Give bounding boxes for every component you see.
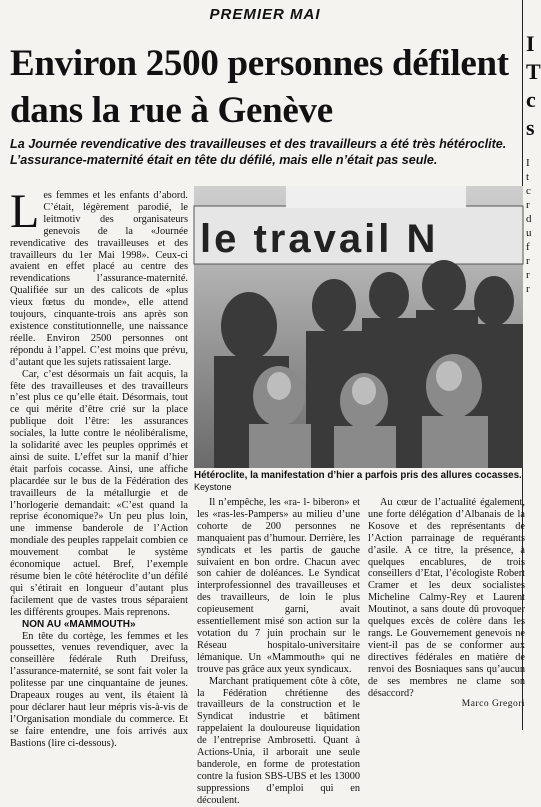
sidebar-letter: I [526, 31, 535, 56]
banner-text: le travail N [200, 217, 439, 261]
sidebar-letter: f [526, 241, 530, 253]
drop-cap: L [10, 185, 40, 238]
sidebar-letter: I [526, 157, 530, 169]
caption-text: Hétéroclite, la manifestation d’hier a parfois pris des allures cocasses. [194, 470, 522, 481]
article-column-3 [368, 497, 525, 711]
paragraph: Car, c’est désormais un fait acquis, la fête des travailleuses et des travailleurs n’est plus ce qu’elle était. Désormais, tout ce qui mérite d’être crié sur la place publique doit l’être: les assurances sociales, la lutte contre le néolibéralisme, la solidarité avec les peuples opprimés et ainsi de suite. L’effet sur la manif d’hier était parfois cocasse. Ainsi, une affiche placardée sur le bus de la Fédération des travailleurs de la métallurgie et de l’horlogerie demandait: «C’est quand la reprise économique?» Un peu plus loin, une immense banderole de l’Action mondiale des peuples rappelait combien ce mouvement combat le système économique actuel. Bref, l’exemple résume bien le côté hétéroclite d’un défilé qui s’étirait en longueur d’autant plus facilement que de vastes trous séparaient les différents groupes. Mais reprenons. [10, 368, 188, 618]
paragraph: En tête du cortège, les femmes et les poussettes, venues revendiquer, avec la conseillère fédérale Ruth Dreifuss, l’assurance-maternité, se sont fait voler la politesse par une cinquantaine de jeunes. Drapeaux rouges au vent, ils étaient là pour déclarer haut leur mépris vis-à-vis de l’Organisation mondiale du commerce. Et se faire entendre, une fois arrivés aux Bastions (lire ci-dessous). [10, 630, 188, 749]
section-kicker: PREMIER MAI [209, 6, 321, 23]
sidebar-letter: c [526, 87, 536, 112]
sidebar-letter: r [526, 269, 530, 281]
paragraph-text: es femmes et les enfants d’abord. C’était, légèrement parodié, le leitmotiv des organisateurs genevois de la «Journée revendicative des travailleuses et des travailleurs du 1er Mai 1998». Ceux-ci avaient en effet placé au centre des revendications l’assurance-maternité. Qualifiée sur un des calicots de «plus vieux fœtus du monde», elle attend toujours, cinquante-trois ans après son existence constitutionnelle, une naissance réelle. Environ 2500 personnes ont répondu à l’appel. C’est moins que prévu, d’autant que les sujets ratissaient large. [10, 190, 188, 368]
photo-credit: Keystone [194, 481, 232, 492]
crowd-photo-graphic [194, 186, 523, 468]
sidebar-letter: u [526, 227, 532, 239]
sidebar-letter: r [526, 283, 530, 295]
author-signature: Marco Gregori [461, 699, 525, 710]
sidebar-letter: t [526, 171, 530, 183]
photo-caption [194, 470, 525, 493]
paragraph: Marchant pratiquement côte à côte, la Fédération chrétienne des travailleurs de la construction et le Syndicat industrie et bâtiment rappelaient la douloureuse liquidation de l’entreprise Ambrosetti. Quant à Actions-Unia, il arborait une seule banderole, en forme de protestation contre la fusion SBS-UBS et les 13000 suppressions d’emploi qui en découlent. [197, 675, 360, 806]
sidebar-letter: r [526, 255, 530, 267]
sidebar-letter: d [526, 213, 532, 225]
paragraph: Au cœur de l’actualité également, une forte délégation d’Albanais de la Kosove et des représentants de l’Action parrainage de requérants d’asile. A ce titre, la présence, à quelques encablures, de trois conseillers d’Etat, l’écologiste Robert Cramer et les deux socialistes Micheline Calmy-Rey et Laurent Moutinot, a sans doute dû provoquer quelques excès de colère dans les rangs. Le Gouvernement genevois ne vient-il pas de se conformer aux directives fédérales en matière de renvoi des Bosniaques sans qu’aucun de ses membres ne clame son désaccord? [368, 497, 525, 699]
article-photo [194, 186, 523, 468]
lead-paragraph [10, 185, 188, 369]
sidebar-letter: r [526, 199, 530, 211]
sidebar-letter: T [526, 59, 541, 84]
article-column-2 [197, 497, 360, 807]
article-subhead: NON AU «MAMMOUTH» [22, 618, 136, 630]
article-column-1 [10, 185, 188, 750]
sidebar-letter: c [526, 185, 531, 197]
article-headline: Environ 2500 personnes défilent dans la rue à Genève [10, 43, 509, 131]
paragraph: Il n’empêche, les «ra- l- biberon» et les «ras-les-Pampers» au milieu d’une cohorte de 200 personnes ne manquaient pas d’humour. Derrière, les syndicats et les partis de gauche suivaient en bon ordre. Chacun avec son cahier de doléances. Le Syndicat interprofessionnel des travailleuses et des travailleurs, de loin le plus copieusement garni, avait essentiellement misé son action sur la votation du 7 juin prochain sur le Réseau hospitalo-universitaire lémanique. Un «Mammouth» qui ne trouve pas grâce aux yeux syndicaux. [197, 497, 360, 675]
sidebar-letter: s [526, 115, 535, 140]
article-deck: La Journée revendicative des travailleuses et des travailleurs a été très hétéroclite. L’assurance-maternité était en tête du défilé, mais elle n’était pas seule. [10, 137, 507, 167]
